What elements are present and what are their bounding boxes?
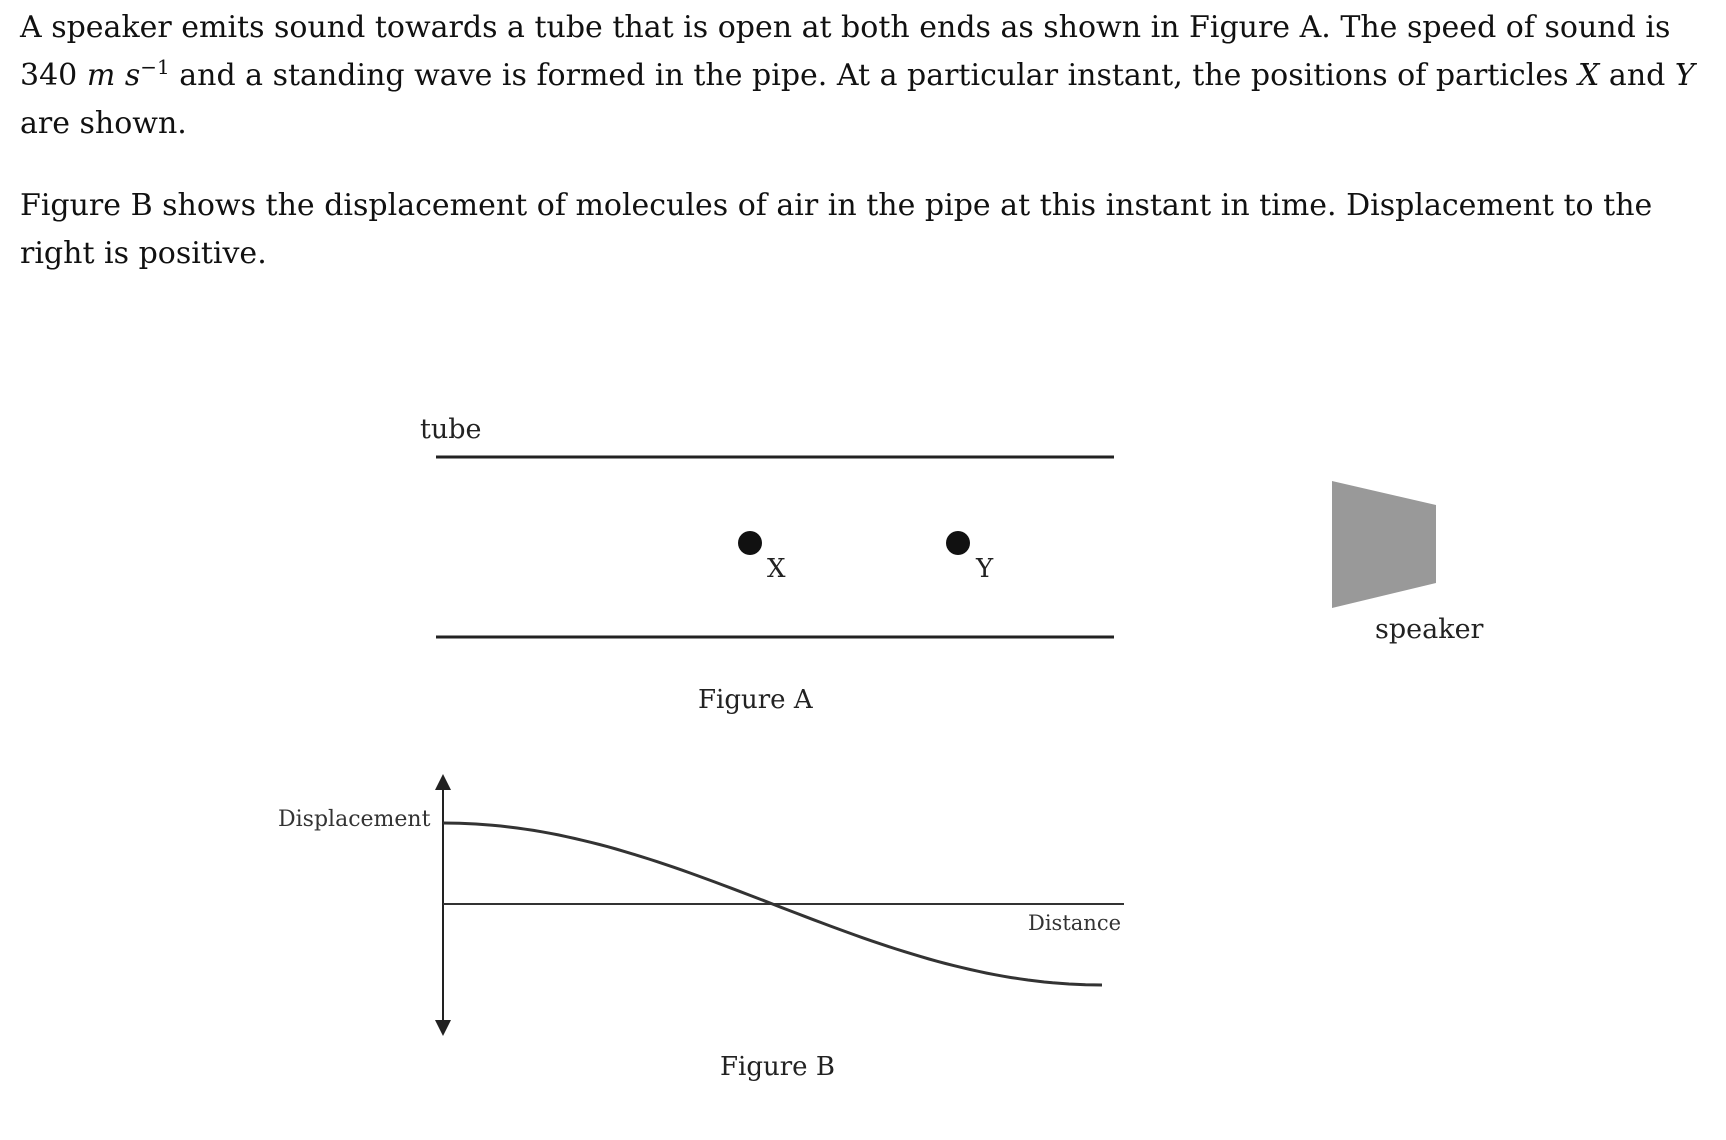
particle-y-label: Y: [976, 554, 994, 584]
question-and: and: [1599, 58, 1675, 93]
question-text-a: A speaker emits sound towards a tube that is open at both ends as shown in Figure A. The speed of sound is 340: [20, 10, 1671, 93]
unit-exponent: −1: [140, 55, 170, 79]
x-axis-label: Distance: [1028, 911, 1122, 935]
figure-b-caption: Figure B: [720, 1052, 835, 1082]
speaker-label: speaker: [1375, 614, 1484, 645]
particle-x-dot: [738, 531, 762, 555]
figure-a: [420, 414, 1484, 715]
figure-b: [278, 782, 1124, 1082]
tube-label: tube: [420, 414, 482, 445]
question-paragraph-2: Figure B shows the displacement of molecules of air in the pipe at this instant in time. Displacement to the right is positive.: [20, 188, 1653, 271]
particle-y-dot: [946, 531, 970, 555]
unit-s: s: [124, 58, 141, 93]
particle-x-label: X: [767, 554, 786, 584]
y-axis-label: Displacement: [278, 807, 431, 832]
var-x: X: [1578, 58, 1600, 93]
figure-a-caption: Figure A: [698, 685, 813, 715]
var-y: Y: [1674, 58, 1695, 93]
speaker-icon: [1332, 481, 1436, 608]
question-text-c: are shown.: [20, 106, 187, 141]
unit-m: m: [86, 58, 116, 93]
question-text-b: and a standing wave is formed in the pipe. At a particular instant, the positions of particles: [169, 58, 1579, 93]
